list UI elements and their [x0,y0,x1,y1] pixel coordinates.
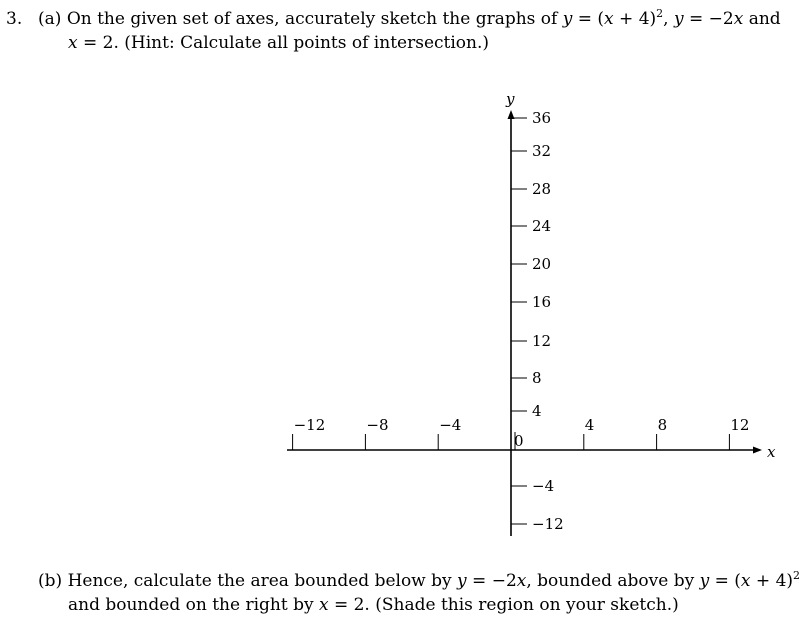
origin-label: 0 [514,432,524,450]
part-b-text-4: (Shade this region on your sketch.) [375,595,679,615]
eq1-rhs-mid: + 4) [613,9,657,29]
part-b-eq2-x: x [740,571,751,591]
x-axis-arrow [753,447,762,454]
part-a-text: On the given set of axes, accurately sketch the graphs of [66,9,558,29]
part-a-line-1: (a) On the given set of axes, accurately sketch the graphs of $y = (x + 4)^2$, y = −2x and [38,7,781,29]
eq1-rhs-pre: = ( [577,9,605,29]
part-b-text-1: Hence, calculate the area bounded below by [67,571,452,591]
part-b-eq2-rhs-pre: = ( [714,571,741,591]
x-tick-label: −8 [366,416,389,434]
part-b-eq1-rhs: = −2 [472,571,517,591]
part-b-text-3: and bounded on the right by [68,595,314,615]
eq1-exponent: 2 [656,7,664,20]
y-tick-label: 32 [532,142,552,160]
part-a-label: (a) [38,9,62,29]
y-tick-label: 8 [532,369,542,387]
y-tick-label: 16 [532,293,552,311]
y-tick-label: −12 [532,515,564,533]
y-tick-label: −4 [532,477,555,495]
eq2-x: x [733,9,744,29]
x-axis-label: x [767,443,776,461]
y-axis-label: y [506,90,515,108]
part-b-eq3-x: x [318,595,329,615]
and-word: and [748,9,781,29]
part-b-eq1-y: y [457,571,467,591]
eq2-y: y [673,9,684,29]
x-tick-label: 8 [657,416,668,434]
x-tick-label: 12 [730,416,750,434]
y-tick-label: 36 [532,109,552,127]
y-tick-label: 24 [532,217,552,235]
eq2-rhs: = −2 [688,9,734,29]
eq1-y: y [562,9,573,29]
x-tick-label: −12 [293,416,326,434]
y-tick-label: 12 [532,332,552,350]
y-tick-label: 28 [532,180,552,198]
y-tick-label: 4 [532,402,542,420]
y-tick-label: 20 [532,255,552,273]
part-b-eq3-rhs: = 2. [333,595,370,615]
question-number: 3. [6,9,23,29]
x-tick-label: 4 [584,416,595,434]
part-b-eq2-exponent: 2 [793,569,800,582]
y-ticks [511,109,564,533]
hint-text: (Hint: Calculate all points of intersection.) [124,33,490,53]
part-b-eq2-rhs-mid: + 4) [750,571,794,591]
eq3-rhs: = 2. [83,33,119,53]
part-b-eq1-x: x [516,571,527,591]
axis-lines [287,110,762,536]
x-tick-label: −4 [439,416,462,434]
eq1-x: x [604,9,614,29]
part-b-text-2: , bounded above by [526,571,695,591]
part-b-label: (b) [38,571,63,591]
eq3-x: x [68,33,78,53]
part-b-eq2-y: y [699,571,710,591]
